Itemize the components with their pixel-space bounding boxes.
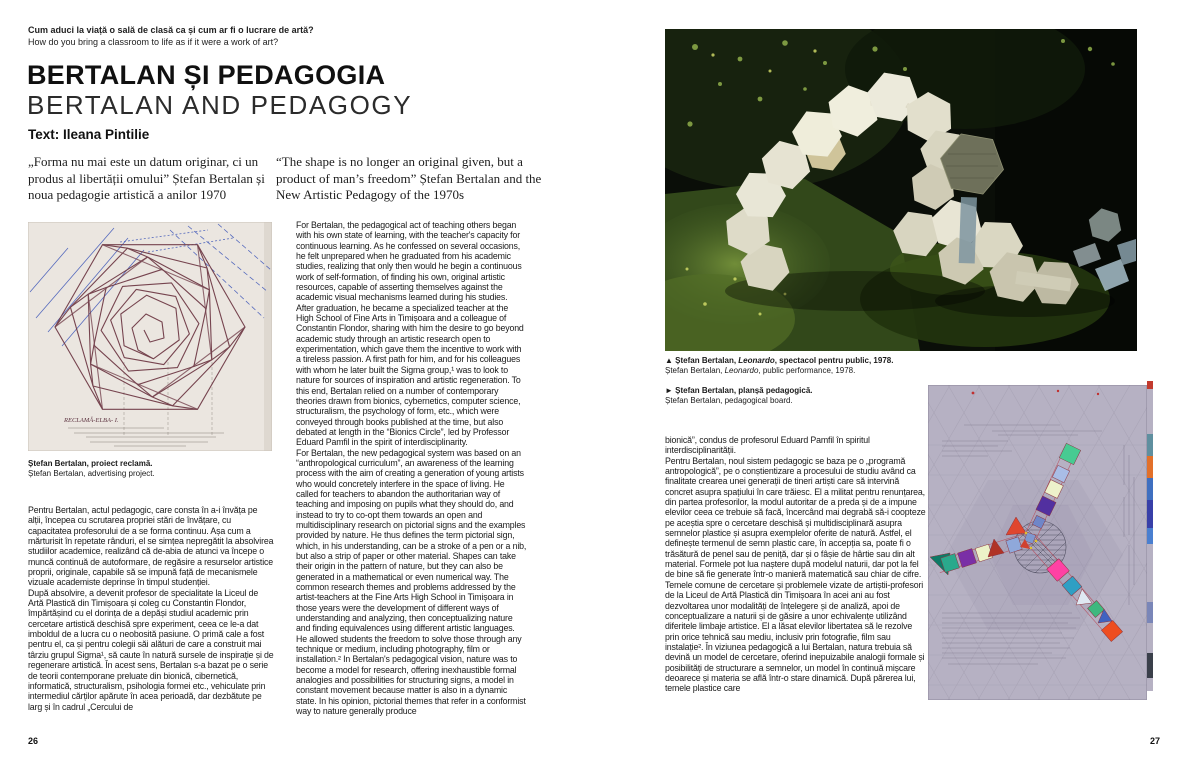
advertising-project-image [28,222,272,451]
drawing-caption [28,459,268,479]
photo-caption-ro-title: Leonardo [738,356,775,365]
byline: Text: Ileana Pintilie [28,127,150,142]
intro-quote-ro: „Forma nu mai este un datum originar, ci un produs al libertății omului” Ștefan Bertalan și noua pedagogie artistică a anilor 1970 [28,154,265,202]
photo-caption-ro [665,356,995,366]
photo-caption-en-post: , public performance, 1978. [758,366,856,375]
page-title-en: BERTALAN AND PEDAGOGY [27,90,413,120]
body-paragraph: After graduation, he became a specialized teacher at the High School of Fine Arts in Timișoara and a colleague of Constantin Flondor, sharing with him the desire to go beyond academic study through an artistic research open to experimentation, which gave them the incentive to work with a tireless passion. A first path for him, and for his colleagues with whom he later built the Sigma group,¹ was to look to nature for sources of inspiration and artistic regeneration. To this end, Bertalan relied on a number of contemporary theories drawn from bionics, cybernetics, computer science, structuralism, the psychology of form, etc., which were conveyed through books published at the time, but also debated at length in the “Bionics Circle”, led by Professor Eduard Pamfil in the spirit of interdisciplinarity. [296,302,524,448]
body-paragraph: Temele comune de cercetare și problemele vizate de artiștii-profesori de la Liceul de Artă Plastică din Timișoara în acei ani au fost dezvoltarea unor modalități de înțelegere și de analiză, apoi de conceptualizare a naturii și de găsire a unor echivalențe utilizând diferitele limbaje artistice. El a lăsat elevilor libertatea să le rezolve prin orice tehnică sau mediu, inclusiv prin fotografie, film sau instalație². În viziunea pedagogică a lui Bertalan, natura trebuia să devină un model de cercetare, oferind inepuizabile analogii formale și posibilități de structurare a semnelor, un model în continuă mișcare deoarece și materia se află într-o stare dinamică. După părerea lui, temele plastice care [665,579,925,694]
photo-caption-ro-post: , spectacol pentru public, 1978. [774,356,894,365]
photo-caption-en [665,366,995,376]
board-caption-en: Ștefan Bertalan, pedagogical board. [665,396,793,405]
header-question-en: How do you bring a classroom to life as if it were a work of art? [28,37,279,47]
drawing-caption-ro: Ștefan Bertalan, proiect reclamă. [28,459,153,468]
pedagogical-board-image [928,385,1147,700]
page-number-right: 27 [1150,736,1161,746]
board-caption-ro: ► Ștefan Bertalan, planșă pedagogică. [665,386,813,395]
leonardo-photo [665,29,1137,351]
photo-caption [665,356,995,376]
leonardo-photo-figure [665,29,1137,356]
page-edge-color-strip [1147,381,1153,691]
body-paragraph: For Bertalan, the new pedagogical system was based on an “anthropological curriculum”, an awareness of the learning process with the aim of creating a generation of young artists who would concretely interfere in the space of living. He called for teachers to abandon the authoritarian way of teaching and imposing on pupils what they should do, and instead to try to co-opt them towards an open and multidisciplinary research on pictorial signs and the examples provided by nature. He thus defines the term pictorial sign, which, in his understanding, can be a stroke of a pen or a nib, but also a strip of paper or other material. Shapes can take their origin in the pattern of nature, but they can also be generated in a mathematical or even numerical way. The common research themes and problems addressed by the artist-teachers at the Fine Arts High School in Timișoara in those years were the development of different ways of understanding and analyzing, then conceptualizing nature and finding equivalences using different artistic languages. He allowed students the freedom to solve those through any technique or medium, including photography, film or installation.² In Bertalan's pedagogical vision, nature was to become a model for research, offering inexhaustible formal analogies and possibilities for structuring signs, a model in constant movement because matter is also in a dynamic state. In his opinion, pictorial themes that refer in a conformist way to nature generally produce [296,447,527,717]
drawing-caption-en: Ștefan Bertalan, advertising project. [28,469,155,478]
intro-quote-en: “The shape is no longer an original given, but a product of man’s freedom” Ștefan Bertalan and the New Artistic Pedagogy of the 1970s [276,154,542,202]
header-question-ro: Cum aduci la viață o sală de clasă ca și cum ar fi o lucrare de artă? [28,25,314,35]
body-column-ro-right [665,435,928,735]
pedagogical-board-figure [928,385,1147,705]
photo-caption-ro-pre: ▲ Ștefan Bertalan, [665,356,739,365]
body-paragraph: Pentru Bertalan, noul sistem pedagogic se baza pe o „programă antropologică”, pe o conștientizare a procesului de studiu având ca finalitate crearea unei generații de tineri artiști care să intervină concret asupra spațiului în care trăiesc. El a militat pentru renunțarea, din partea profesorilor, la modul autoritar de a preda și de a impune elevilor ceea ce trebuie să facă, încercând mai degrabă să-i coopteze pe aceștia spre o cercetare deschisă și multidisciplinară asupra semnelor plastice și asupra exemplelor oferite de natură. Astfel, el definește termenul de semn plastic care, în accepția sa, poate fi o trăsătură de penel sau de peniță, dar și o fâșie de hârtie sau din alt material. Formele pot lua naștere după modelul naturii, dar pot la fel de bine să fie generate într-o manieră matematică sau chiar de cifre. [665,455,926,580]
photo-caption-en-title: Leonardo [724,366,759,375]
page-title-ro: BERTALAN ȘI PEDAGOGIA [27,60,386,90]
page-number-left: 26 [28,736,39,746]
drawing-handwritten-note: RECLAMĂ-ELBA- I. [64,417,119,424]
body-column-en [296,220,527,746]
body-paragraph: Pentru Bertalan, actul pedagogic, care consta în a-i învăța pe alții, începea cu scrutarea propriei stări de învățare, cu capacitatea profesorului de a se forma continuu. Așa cum a mărturisit în repetate rânduri, el se simțea nepregătit la absolvirea studiilor academice, realizând că de-abia de atunci va începe o muncă continuă de autoformare, de regăsire a resurselor artistice proprii, originale, capabile să se impună față de mecanismele vizuale academiste deprinse în timpul studenției. [28,505,274,588]
body-paragraph: bionică”, condus de profesorul Eduard Pamfil în spiritul interdisciplinarității. [665,435,870,456]
photo-caption-en-pre: Ștefan Bertalan, [665,366,725,375]
advertising-project-figure [28,222,272,456]
body-paragraph: După absolvire, a devenit profesor de specialitate la Liceul de Artă Plastică din Timișoara și coleg cu Constantin Flondor, împărtășind cu el dorința de a depăși studiul academic prin cercetare artistică deschisă spre experiment, ceea ce le-a dat imboldul de a lucra cu o neobosită pasiune. O primă cale a fost pentru el, ca și pentru colegii săi alături de care a construit mai târziu grupul Sigma¹, să caute în natură sursele de inspirație și de regenerare artistică. În acest sens, Bertalan s-a bazat pe o serie de teorii contemporane preluate din bionică, cibernetică, informatică, structuralism, psihologia formei etc., vehiculate prin intermediul cărților apărute în acea perioadă, dar dezbătute pe larg și în cadrul „Cercului de [28,587,274,712]
body-paragraph: For Bertalan, the pedagogical act of teaching others began with his own state of learning, with the teacher's capacity for continuous learning. As he confessed on several occasions, he felt unprepared when he graduated from his academic studies, realizing that only then would he begin a continuous work of self-formation, of finding his own, original artistic resources, capable of asserting themselves against the academic visual mechanisms learned during his studies. [296,220,522,303]
body-column-ro-left [28,505,274,733]
